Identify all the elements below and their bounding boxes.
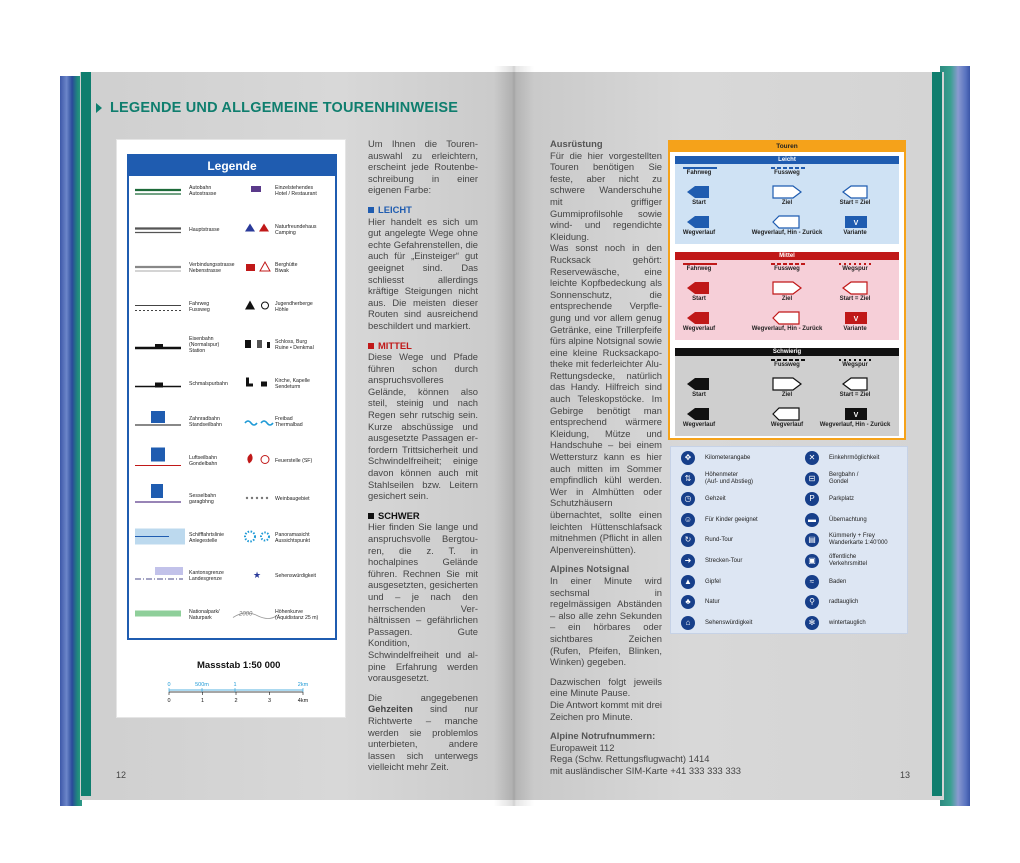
legend-card	[116, 139, 346, 718]
leicht-heading-text: LEICHT	[378, 203, 412, 215]
legend-panel	[127, 154, 337, 640]
open-book	[60, 66, 970, 808]
legend-left-label: Schifffahrtslinie Anlegestelle	[189, 531, 224, 544]
legend-right-symbol	[245, 224, 269, 232]
ausruestung-paragraph-2: Was sonst noch in den Rucksack gehört: Reservewäsche, eine leichte Kopfbedeckung als Sonnenschutz, die entsprechende Verpflegung und vor allem genug Getränke, eine Trillerpfeife fürs alpine Notsignal sowie eine kleine Rucksackapotheke mit federleichter Alu-Rettungsdecke, natürlich das Handy. Hilfreich sind auch Teleskopstöcke. Im Gebirge benötigt man entsprechend wärmere Kleidung, Mütze und Handschuhe – bei einem Wettersturz kann es hier auch mitten im Sommer empfindlich kühl werden. Wer in Almhütten oder Schutzhäusern übernachtet, sollte einen leichten Hüttenschlafsack mitnehmen (Pflicht in allen Alpenvereinshütten).	[550, 242, 662, 555]
scale-bottom-label: 4km	[297, 698, 309, 704]
legend-right-symbol	[246, 378, 267, 387]
touren-label: Start = Ziel	[839, 392, 871, 398]
legend-left-label: Luftseilbahn Gondelbahn	[189, 454, 218, 467]
legend-symbols	[129, 176, 335, 638]
scale-top-label: 500m	[195, 682, 209, 688]
gehzeiten-paragraph	[368, 692, 478, 773]
scale-bottom-label: 3	[267, 698, 272, 704]
legend-right-label: Schloss, Burg Ruine • Denkmal	[275, 339, 314, 351]
icon-legend-label: wintertauglich	[829, 619, 866, 626]
landmark-icon: ⌂	[681, 616, 695, 630]
scale-bottom-label: 0	[167, 698, 171, 704]
summit-icon: ▲	[681, 575, 695, 589]
legend-left-label: Nationalpark/ Naturpark	[189, 608, 220, 621]
notsignal-paragraph-3: Die Antwort kommt mit drei Zeichen pro Minute.	[550, 698, 663, 722]
icon-legend-label: Bergbahn / Gondel	[829, 471, 859, 485]
blue-square-icon	[368, 207, 374, 213]
legend-left-symbol	[135, 190, 181, 194]
legend-left-symbol	[135, 611, 181, 617]
legend-right-symbol	[233, 612, 277, 619]
icon-legend-label: Kümmerly + Frey Wanderkarte 1:40'000	[829, 533, 888, 547]
legend-left-symbol	[135, 484, 181, 502]
mittel-heading	[368, 340, 478, 352]
touren-label: Fahrweg	[686, 266, 712, 272]
icon-legend-label: Parkplatz	[829, 496, 855, 503]
legend-left-symbol	[135, 448, 181, 466]
swim-icon: ≈	[805, 575, 819, 589]
scale-bottom-label: 1	[200, 698, 205, 704]
page-title-text: LEGENDE UND ALLGEMEINE TOURENHINWEISE	[110, 100, 459, 116]
notsignal-heading: Alpines Notsignal	[550, 563, 630, 575]
touren-label: Ziel	[781, 200, 793, 206]
clock-icon: ◷	[681, 492, 695, 506]
icon-legend-label: Kilometerangabe	[705, 455, 751, 461]
icon-legend-label: Höhenmeter (Auf- und Abstieg)	[705, 471, 754, 485]
touren-band-symbols	[675, 348, 899, 436]
touren-band-heading: Leicht	[675, 156, 899, 164]
legend-right-label: Höhenkurve (Äquidistanz 25 m)	[275, 608, 319, 621]
touren-label: Wegverlauf	[682, 422, 716, 428]
map-icon: ▤	[805, 533, 819, 547]
gehzeiten-text: sind nur Richtwerte – manche werden sie problemlos unterbieten, andere lassen sich unterwegs vielleicht mehr Zeit.	[368, 703, 478, 773]
legend-right-symbol	[247, 454, 269, 464]
legend-right-label: Naturfreundehaus Camping	[275, 223, 317, 236]
book-gutter	[494, 66, 534, 806]
legend-left-symbol	[135, 383, 181, 388]
legend-left-label: Autobahn Autostrasse	[189, 185, 217, 197]
notruf-line-3: mit ausländischer SIM-Karte +41 333 333 333	[550, 764, 741, 776]
touren-label: Ziel	[781, 392, 793, 398]
legend-left-label: Fahrweg Fussweg	[189, 300, 210, 313]
scale-bottom-label: 2	[234, 698, 238, 704]
book-edge-left	[60, 76, 82, 806]
variant-glyph: V	[853, 220, 859, 227]
touren-band-heading: Mittel	[675, 252, 899, 260]
notsignal-paragraph: In einer Minute wird sechsmal in regelmässigen Abständen – also alle zehn Sekunden – ein hörbares oder sichtbares Zeichen (Rufen, Pfeifen, Blinken, Winken) gegeben.	[550, 574, 662, 668]
altitude-icon: ⇅	[681, 472, 695, 486]
icon-legend-label: Einkehrmöglichkeit	[829, 455, 880, 461]
notruf-line-2: Rega (Schw. Rettungsflugwacht) 1414	[550, 753, 710, 765]
leicht-paragraph: Hier handelt es sich um gut angelegte Wege ohne echte Gefahrenstellen, die auch für „Einsteiger“ gut geeignet sind. Das schliesst allerdings kräftige Steigungen nicht aus. Die meisten dieser Routen sind ausreichend beschildert und markiert.	[368, 215, 478, 331]
icon-legend-label: Sehenswürdigkeit	[705, 619, 753, 626]
scale-bar	[159, 676, 319, 712]
touren-label: Wegspur	[842, 362, 868, 368]
contour-label: 2000	[239, 611, 253, 618]
touren-label: Start	[692, 296, 706, 302]
scale-top-label: 0	[167, 682, 171, 688]
legend-right-symbol	[245, 421, 273, 425]
page-title	[96, 100, 458, 116]
notruf-line-1: Europaweit 112	[550, 741, 615, 753]
touren-label: Fussweg	[774, 266, 800, 272]
signpost-icon: ✥	[681, 451, 695, 465]
bike-icon: ⚲	[805, 595, 819, 609]
restaurant-icon: ✕	[805, 451, 819, 465]
touren-band-symbols	[675, 252, 899, 340]
touren-label: Start	[692, 392, 706, 398]
touren-label: Start = Ziel	[839, 296, 871, 302]
leicht-heading	[368, 204, 478, 216]
mittel-heading-text: MITTEL	[378, 339, 412, 351]
legend-left-label: Sesselbahn garagbhng	[189, 493, 217, 505]
touren-label: Variante	[843, 326, 867, 332]
variant-glyph: V	[853, 316, 859, 323]
legend-left-label: Hauptstrasse	[189, 226, 220, 233]
svg-text:★: ★	[253, 571, 262, 581]
intro-paragraph: Um Ihnen die Tourenauswahl zu erleichtern, erscheint jede Routenbeschreibung in einer eigenen Farbe:	[368, 138, 478, 196]
touren-band-mittel	[675, 252, 899, 340]
icon-legend-label: Gehzeit	[705, 496, 726, 503]
touren-label: Start	[692, 200, 706, 206]
touren-label: Variante	[843, 230, 867, 236]
book-edge-right	[940, 66, 970, 806]
red-square-icon	[368, 343, 374, 349]
legend-left-symbol	[135, 344, 181, 349]
gehzeiten-bold: Gehzeiten	[368, 703, 413, 715]
legend-left-symbol	[135, 229, 181, 233]
scale-title: Massstab 1:50 000	[197, 660, 281, 671]
legend-left-label: Verbindungsstrasse Nebenstrasse	[189, 262, 235, 274]
icon-legend-label: Natur	[705, 599, 720, 606]
touren-label: Wegverlauf, Hin - Zurück	[819, 422, 891, 428]
touren-label: Wegverlauf, Hin - Zurück	[751, 326, 823, 332]
touren-label: Wegverlauf	[770, 422, 804, 428]
left-page-number: 12	[116, 770, 127, 780]
legend-right-symbol	[246, 497, 268, 499]
legend-left-symbol	[135, 411, 181, 425]
touren-label: Fussweg	[774, 170, 800, 176]
legend-right-symbol	[253, 571, 261, 581]
icon-legend-label: Strecken-Tour	[705, 558, 743, 564]
variant-glyph: V	[853, 412, 859, 419]
black-square-icon	[368, 513, 374, 519]
legend-left-label: Kantonsgrenze Landesgrenze	[189, 570, 224, 582]
icon-legend	[670, 446, 908, 634]
scale-top-label: 1	[233, 682, 237, 688]
icon-legend-label: Baden	[829, 578, 847, 585]
child-icon: ☺	[681, 513, 695, 527]
touren-label: Wegspur	[842, 266, 868, 272]
icon-legend-label: radtauglich	[829, 599, 859, 606]
legend-right-symbol	[245, 340, 270, 348]
touren-band-schwierig	[675, 348, 899, 436]
touren-label: Fussweg	[774, 362, 800, 368]
legend-right-label: Panoramasicht Aussichtspunkt	[275, 531, 310, 544]
legend-right-label: Weinbaugebiet	[275, 496, 310, 502]
legend-left-symbol	[135, 567, 183, 579]
parking-icon: P	[805, 492, 819, 506]
right-page-accent-bar	[932, 72, 942, 796]
legend-left-symbol	[135, 529, 185, 545]
touren-legend	[668, 140, 906, 440]
bus-icon: ▣	[805, 554, 819, 568]
left-page-accent-bar	[81, 72, 91, 796]
route-icon: ➜	[681, 554, 695, 568]
schwer-heading	[368, 510, 478, 522]
touren-label: Fahrweg	[686, 170, 712, 176]
legend-left-label: Schmalspurbahn	[189, 380, 228, 387]
icon-legend-label: Für Kinder geeignet	[705, 516, 758, 523]
touren-label: Wegverlauf	[682, 230, 716, 236]
bed-icon: ▬	[805, 513, 819, 527]
legend-right-symbol	[251, 186, 261, 192]
touren-band-leicht	[675, 156, 899, 244]
touren-band-symbols	[675, 156, 899, 244]
left-text-column	[368, 138, 478, 773]
legend-left-label: Eisenbahn (Normalspur) Station	[189, 336, 220, 354]
cablecar-icon: ⊟	[805, 472, 819, 486]
legend-right-label: Berghütte Biwak	[275, 262, 298, 274]
tree-icon: ♣	[681, 595, 695, 609]
gehzeiten-pre: Die angegebenen	[368, 691, 478, 703]
legend-right-label: Sehenswürdigkeit	[275, 573, 316, 579]
legend-right-symbol	[245, 532, 269, 542]
scale-top-label: 2km	[297, 682, 309, 688]
legend-left-symbol	[135, 267, 181, 271]
icon-legend-label: Gipfel	[705, 578, 721, 585]
legend-left-label: Zahnradbahn Standseilbahn	[189, 416, 222, 428]
touren-label: Wegverlauf	[682, 326, 716, 332]
icon-legend-label: Übernachtung	[829, 516, 867, 523]
legend-right-label: Freibad Thermalbad	[275, 416, 303, 428]
schwer-heading-text: SCHWER	[378, 509, 420, 521]
right-page-number: 13	[900, 770, 911, 780]
notsignal-paragraph-2: Dazwischen folgt jeweils eine Minute Pause.	[550, 675, 662, 699]
notruf-heading: Alpine Notrufnummern:	[550, 730, 656, 742]
touren-label: Start = Ziel	[839, 200, 871, 206]
touren-heading: Touren	[670, 142, 904, 152]
schwer-paragraph: Hier finden Sie lange und anspruchsvolle Bergtouren, die z. T. in hochalpines Gelände führen. Rechnen Sie mit ausgesetzten, gesicherten und – je nach den herrschenden Verhältnissen – gefährlichen Passagen. Gute Kondition, Schwindelfreiheit und alpine Erfahrung werden vorausgesetzt.	[368, 521, 478, 684]
mittel-paragraph: Diese Wege und Pfade führen schon durch anspruchsvolleres Gelände, können also steil, steinig und nach Regen sehr rutschig sein. Kurze abschüssige und ausgesetzte Passagen erfordern Trittsicherheit und Schwindelfreiheit; einige davon können auch mit Stahlseilen bzw. Leitern gesichert sein.	[368, 351, 478, 502]
legend-right-label: Kirche, Kapelle Sendeturm	[275, 377, 310, 390]
touren-band-heading: Schwierig	[675, 348, 899, 356]
legend-right-label: Feuerstelle (SF)	[275, 457, 313, 464]
loop-icon: ↻	[681, 533, 695, 547]
ausruestung-paragraph: Für die hier vorgestellten Touren benötigen Sie feste, aber nicht zu schwere Wanderschuhe mit griffiger Gummiprofilsohle sowie wind- und regendichte Kleidung.	[550, 149, 662, 242]
touren-label: Wegverlauf, Hin - Zurück	[751, 230, 823, 236]
icon-legend-label: Rund-Tour	[705, 537, 734, 544]
snow-icon: ✻	[805, 616, 819, 630]
ausruestung-heading: Ausrüstung	[550, 138, 603, 149]
icon-legend-label: öffentliche Verkehrsmittel	[829, 554, 868, 567]
legend-left-symbol	[135, 306, 181, 311]
legend-right-label: Einzelstehendes Hotel / Restaurant	[275, 185, 317, 197]
legend-right-symbol	[245, 301, 269, 310]
legend-right-symbol	[246, 262, 270, 271]
legend-right-label: Jugendherberge Höhle	[275, 300, 313, 313]
touren-label: Ziel	[781, 296, 793, 302]
triangle-bullet-icon	[96, 103, 102, 113]
legend-heading: Legende	[129, 156, 335, 176]
